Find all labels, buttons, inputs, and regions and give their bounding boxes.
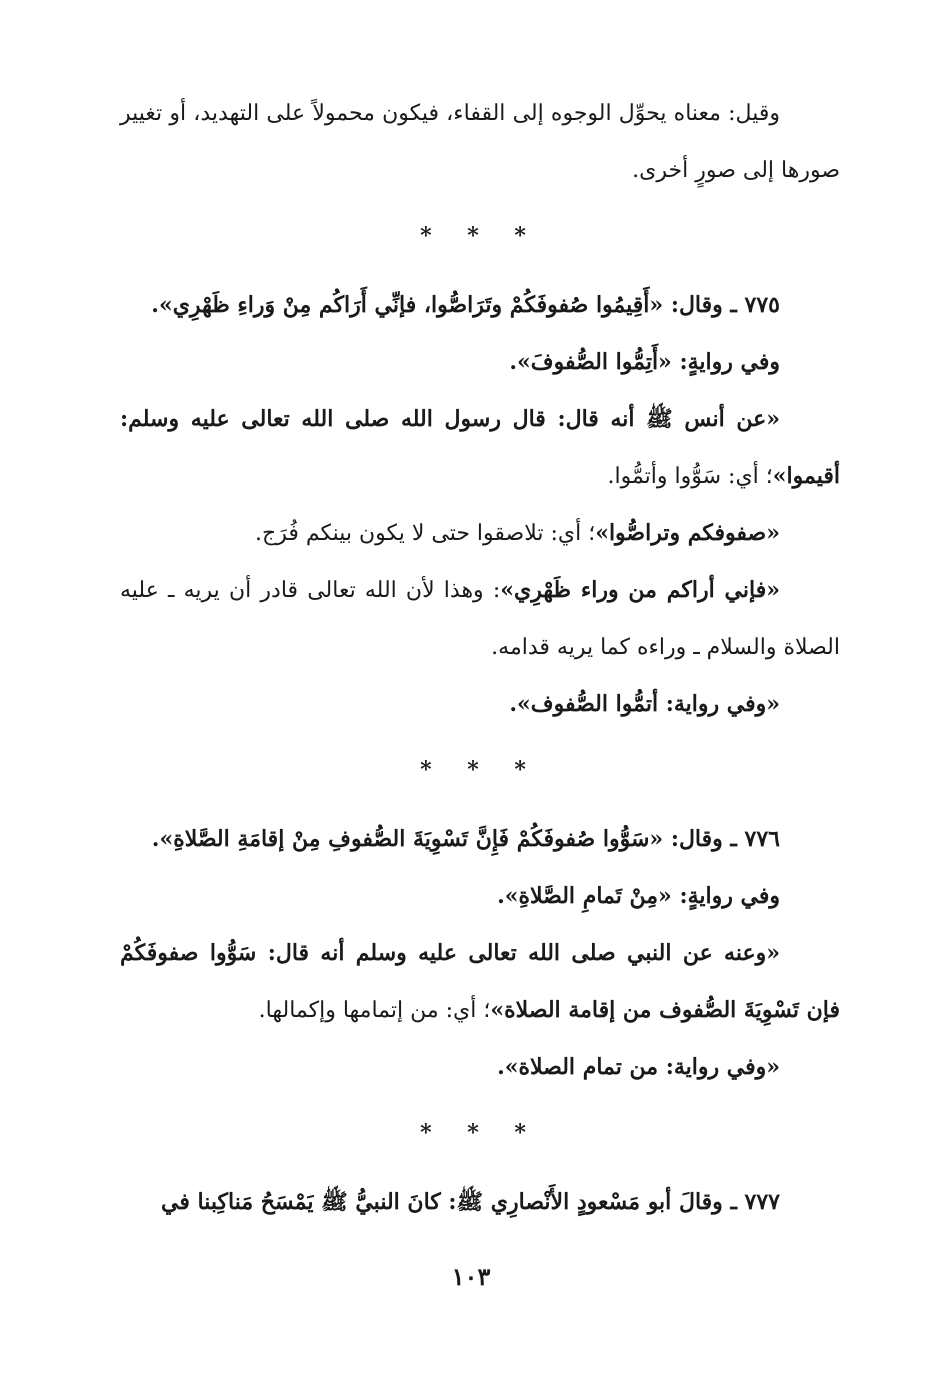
sharh-explanation: : وهذا لأن الله تعالى قادر أن يريه ـ عليه الصلاة والسلام ـ وراءه كما يريه قدامه. xyxy=(120,578,840,660)
hadith-775-sharh-2 xyxy=(120,505,840,562)
hadith-775-text: ٧٧٥ ـ وقال: «أَقِيمُوا صُفوفَكُمْ وتَرَاصُّوا، فإنِّي أَرَاكُم مِنْ وَراءِ ظَهْرِي». xyxy=(151,292,780,318)
hadith-777-text: ٧٧٧ ـ وقالَ أبو مَسْعودٍ الأَنْصارِي ﷺ: كانَ النبيُّ ﷺ يَمْسَحُ مَناكِبنا في xyxy=(161,1189,780,1215)
sharh-explanation: ؛ أي: سَوُّوا وأتمُّوا. xyxy=(607,464,773,489)
sharh-quote: «فإني أراكم من وراء ظَهْرِي» xyxy=(500,577,780,603)
hadith-776-riwaya: وفي روايةٍ: «مِنْ تَمامِ الصَّلاةِ». xyxy=(497,883,780,909)
sharh-quote: «عن أنس ﷺ أنه قال: قال رسول الله صلى الله تعالى عليه وسلم: أقيموا» xyxy=(120,406,840,489)
hadith-775-sharh-4: «وفي رواية: أتمُّوا الصُّفوف». xyxy=(509,691,780,717)
sharh-quote: «صفوفكم وتراصُّوا» xyxy=(595,520,780,546)
section-separator-3: * * * xyxy=(420,1120,540,1146)
paragraph-intro: وقيل: معناه يحوِّل الوجوه إلى القفاء، فيكون محمولاً على التهديد، أو تغيير صورها إلى صورٍ أخرى. xyxy=(120,101,840,183)
page-number: ١٠٣ xyxy=(451,1262,491,1291)
hadith-775-riwaya: وفي روايةٍ: «أَتِمُّوا الصُّفوفَ». xyxy=(509,349,780,375)
hadith-776-sharh-2: «وفي رواية: من تمام الصلاة». xyxy=(497,1054,780,1080)
sharh-explanation: ؛ أي: من إتمامها وإكمالها. xyxy=(258,998,491,1023)
hadith-775-sharh-1 xyxy=(120,391,840,505)
sharh-quote: «وعنه عن النبي صلى الله تعالى عليه وسلم أنه قال: سَوُّوا صفوفَكُمْ فإن تَسْوِيَةَ الصُّفوف من إقامة الصلاة» xyxy=(120,940,840,1023)
section-separator-2: * * * xyxy=(420,757,540,783)
section-separator-1: * * * xyxy=(420,223,540,249)
hadith-776-text: ٧٧٦ ـ وقال: «سَوُّوا صُفوفَكُمْ فَإِنَّ تَسْوِيَةَ الصُّفوفِ مِنْ إقامَةِ الصَّلاةِ». xyxy=(151,826,780,852)
page-body xyxy=(120,85,840,1231)
sharh-explanation: ؛ أي: تلاصقوا حتى لا يكون بينكم فُرَج. xyxy=(255,521,596,546)
hadith-776-sharh-1 xyxy=(120,925,840,1039)
hadith-775-sharh-3 xyxy=(120,562,840,676)
